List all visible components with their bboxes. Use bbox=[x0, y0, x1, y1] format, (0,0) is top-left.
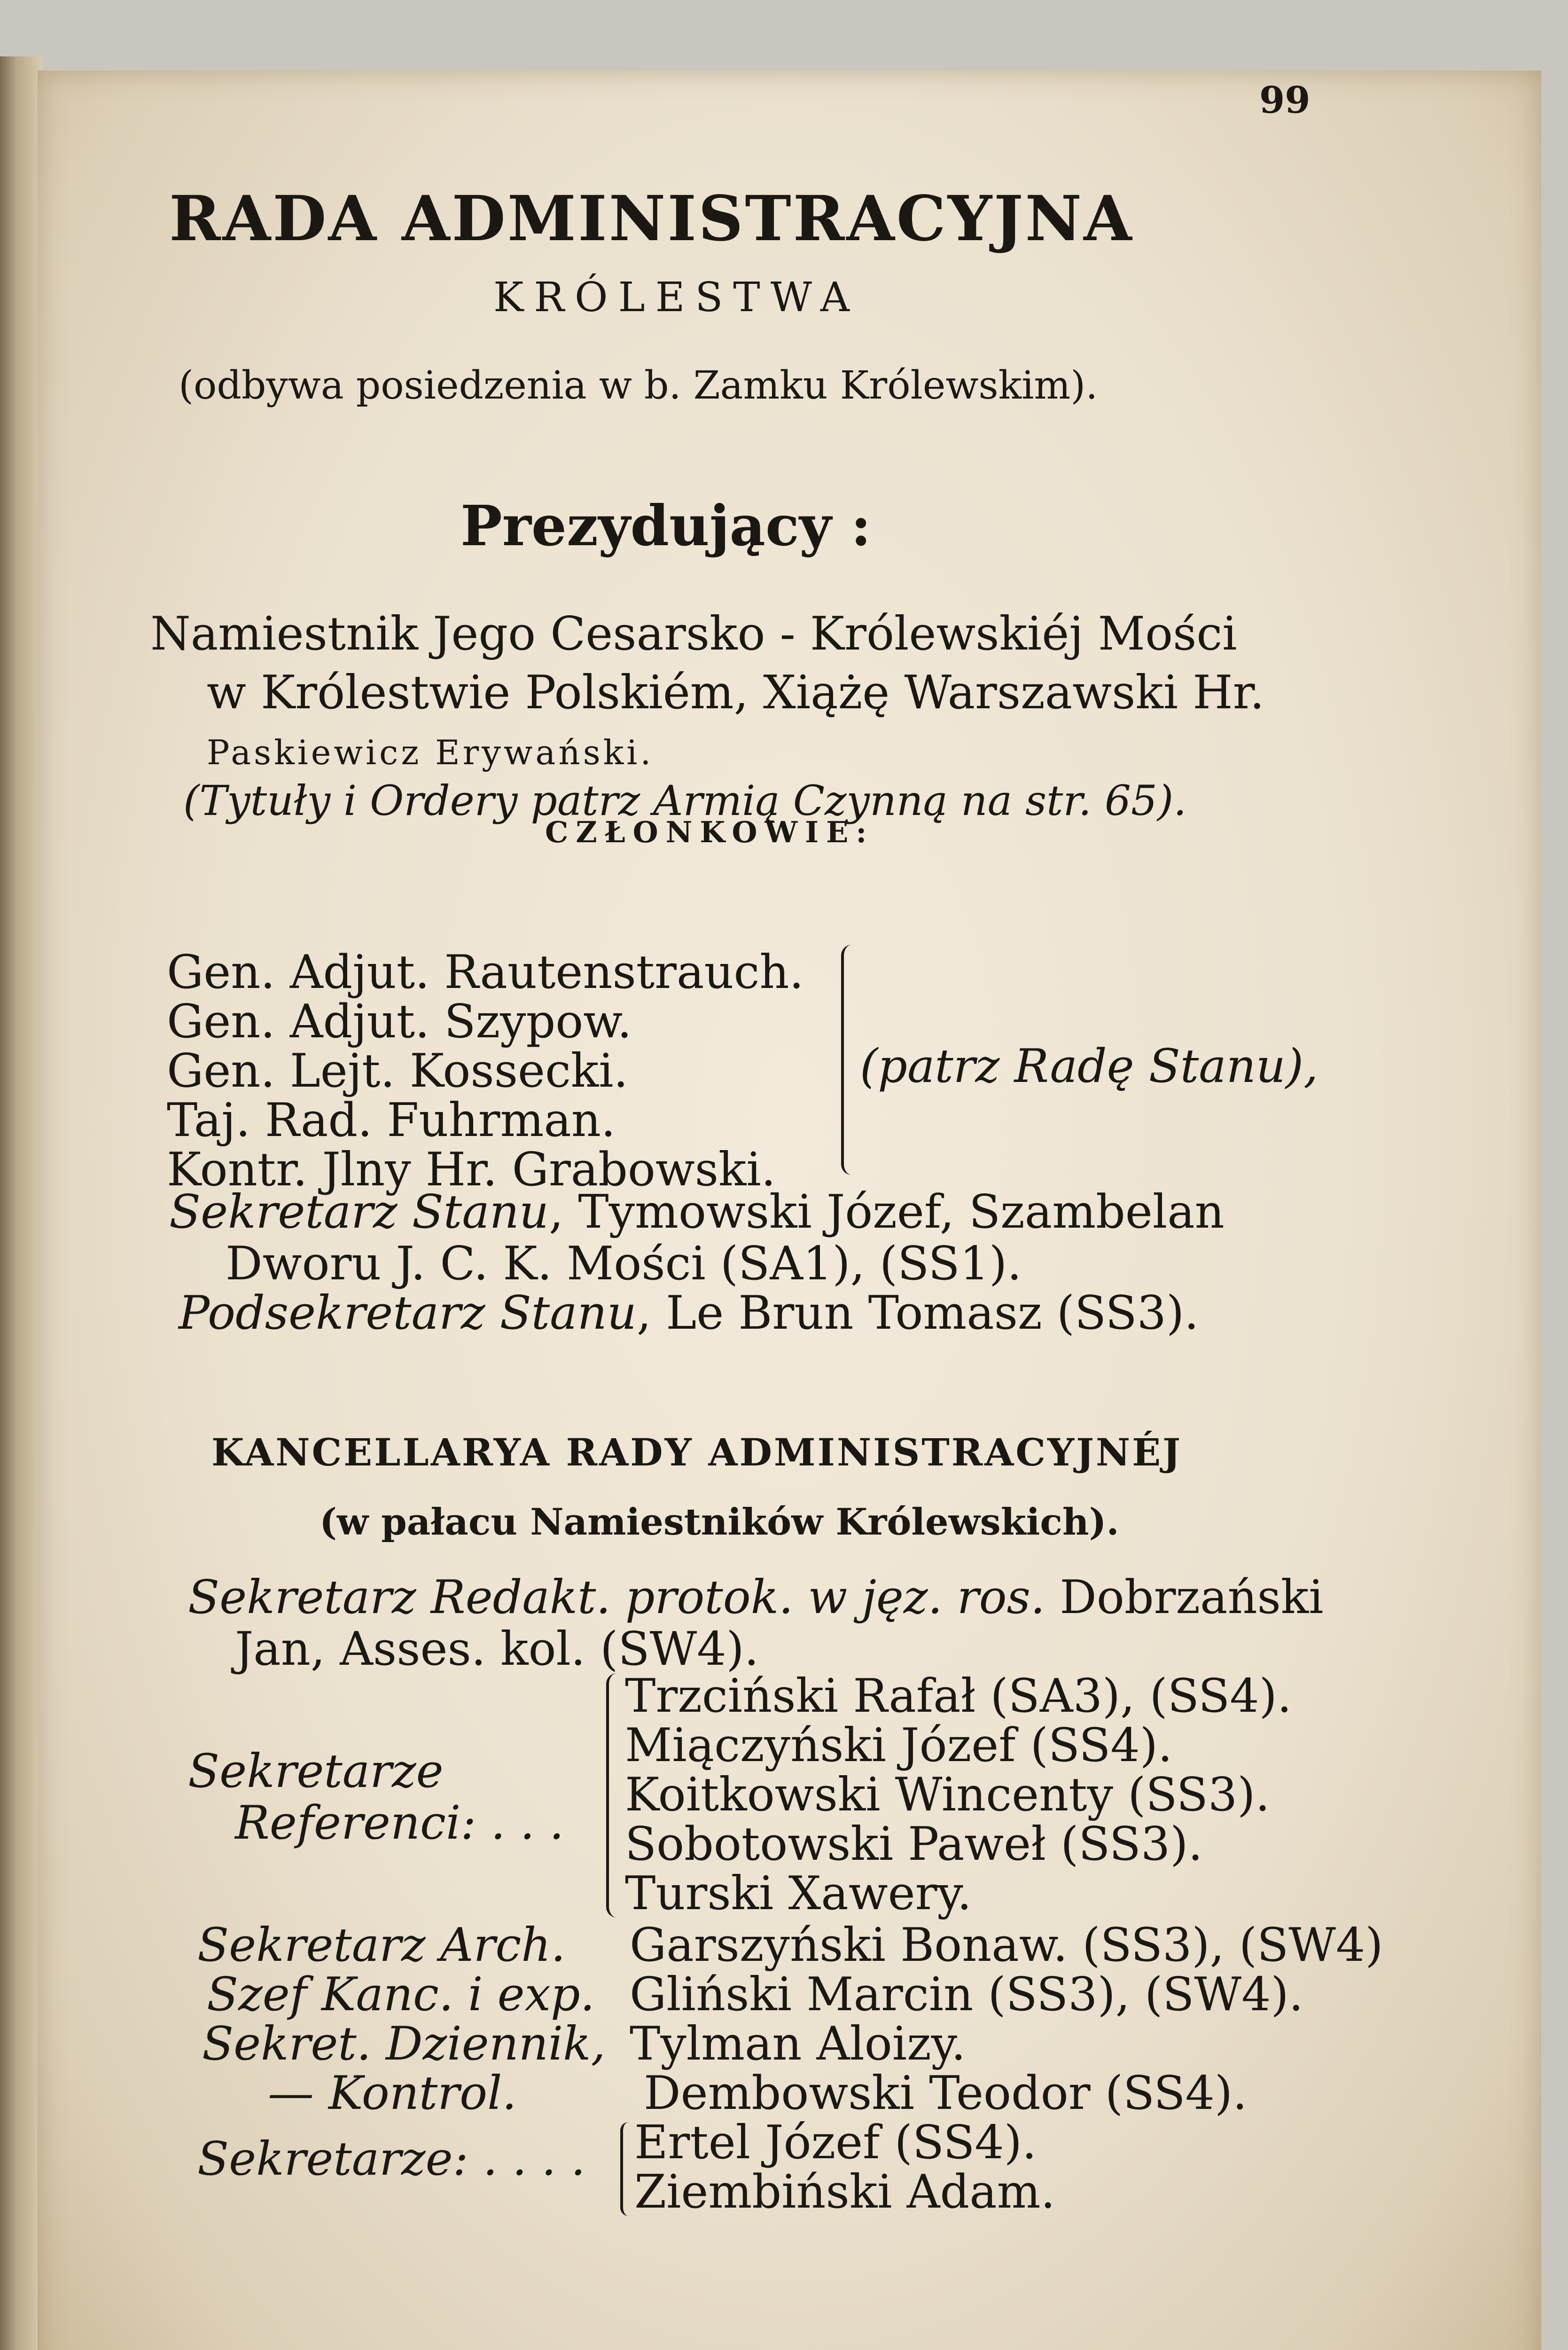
member-item: Gen. Lejt. Kossecki. bbox=[167, 1044, 628, 1098]
secretary-of-state-name: , Tymowski Józef, Szambelan bbox=[548, 1185, 1225, 1239]
secretary-of-state-line bbox=[169, 1185, 1225, 1239]
presiding-line-4: (Tytuły i Ordery patrz Armią Czynną na str. 65). bbox=[183, 776, 1187, 825]
staff-role: Sekret. Dziennik, bbox=[202, 2017, 606, 2071]
staff-role: — Kontrol. bbox=[268, 2067, 517, 2120]
meeting-place: (odbywa posiedzenia w b. Zamku Królewskim). bbox=[179, 363, 1098, 408]
redaktor-role: Sekretarz Redakt. protok. w jęz. ros. bbox=[188, 1571, 1045, 1624]
referents-role-1: Sekretarze bbox=[188, 1745, 444, 1798]
redaktor-line-2: Jan, Asses. kol. (SW4). bbox=[235, 1622, 759, 1676]
referent-item: Trzciński Rafał (SA3), (SS4). bbox=[625, 1669, 1292, 1723]
staff-role: Sekretarz Arch. bbox=[197, 1919, 566, 1972]
presiding-line-2: w Królestwie Polskiém, Xiążę Warszawski Hr. bbox=[207, 666, 1264, 720]
secretary-of-state-line-2: Dworu J. C. K. Mości (SA1), (SS1). bbox=[226, 1237, 1022, 1291]
secretary-of-state-role: Sekretarz Stanu bbox=[169, 1185, 549, 1239]
referent-item: Turski Xawery. bbox=[625, 1867, 972, 1920]
book-spine bbox=[0, 56, 42, 2350]
page-title: RADA ADMINISTRACYJNA bbox=[169, 182, 1134, 255]
undersecretary-role: Podsekretarz Stanu bbox=[179, 1286, 637, 1340]
chancery-place: (w pałacu Namiestników Królewskich). bbox=[320, 1501, 1119, 1543]
staff-name: Gliński Marcin (SS3), (SW4). bbox=[630, 1968, 1303, 2021]
redaktor-line bbox=[188, 1571, 1324, 1624]
redaktor-name: Dobrzański bbox=[1045, 1571, 1324, 1624]
secretaries-role: Sekretarze: . . . . bbox=[197, 2132, 585, 2186]
member-item: Gen. Adjut. Szypow. bbox=[167, 995, 632, 1049]
staff-name: Garszyński Bonaw. (SS3), (SW4) bbox=[630, 1919, 1383, 1972]
referent-item: Koitkowski Wincenty (SS3). bbox=[625, 1768, 1270, 1822]
member-item: Gen. Adjut. Rautenstrauch. bbox=[167, 946, 804, 999]
presiding-heading: Prezydujący : bbox=[460, 493, 872, 558]
staff-name: Tylman Aloizy. bbox=[630, 2017, 966, 2071]
undersecretary-name: , Le Brun Tomasz (SS3). bbox=[636, 1286, 1199, 1340]
referent-item: Sobotowski Paweł (SS3). bbox=[625, 1817, 1203, 1871]
member-item: Kontr. Jlny Hr. Grabowski. bbox=[167, 1143, 776, 1197]
undersecretary-line bbox=[179, 1286, 1199, 1340]
member-item: Taj. Rad. Fuhrman. bbox=[167, 1094, 616, 1147]
staff-name: Dembowski Teodor (SS4). bbox=[644, 2067, 1248, 2120]
referents-role-2: Referenci: . . . bbox=[235, 1796, 564, 1850]
chancery-heading: KANCELLARYA RADY ADMINISTRACYJNÉJ bbox=[211, 1430, 1182, 1474]
secretary-item: Ziembiński Adam. bbox=[634, 2165, 1055, 2219]
secretary-item: Ertel Józef (SS4). bbox=[634, 2116, 1037, 2170]
presiding-line-3: Paskiewicz Erywański. bbox=[207, 733, 654, 772]
page-subtitle: KRÓLESTWA bbox=[493, 274, 860, 321]
staff-role: Szef Kanc. i exp. bbox=[207, 1968, 595, 2021]
members-note: (patrz Radę Stanu), bbox=[860, 1040, 1318, 1093]
presiding-line-1: Namiestnik Jego Cesarsko - Królewskiéj Mości bbox=[150, 607, 1237, 661]
members-heading: CZŁONKOWIE: bbox=[545, 815, 874, 849]
referent-item: Miączyński Józef (SS4). bbox=[625, 1719, 1173, 1772]
page-number: 99 bbox=[1259, 79, 1311, 122]
